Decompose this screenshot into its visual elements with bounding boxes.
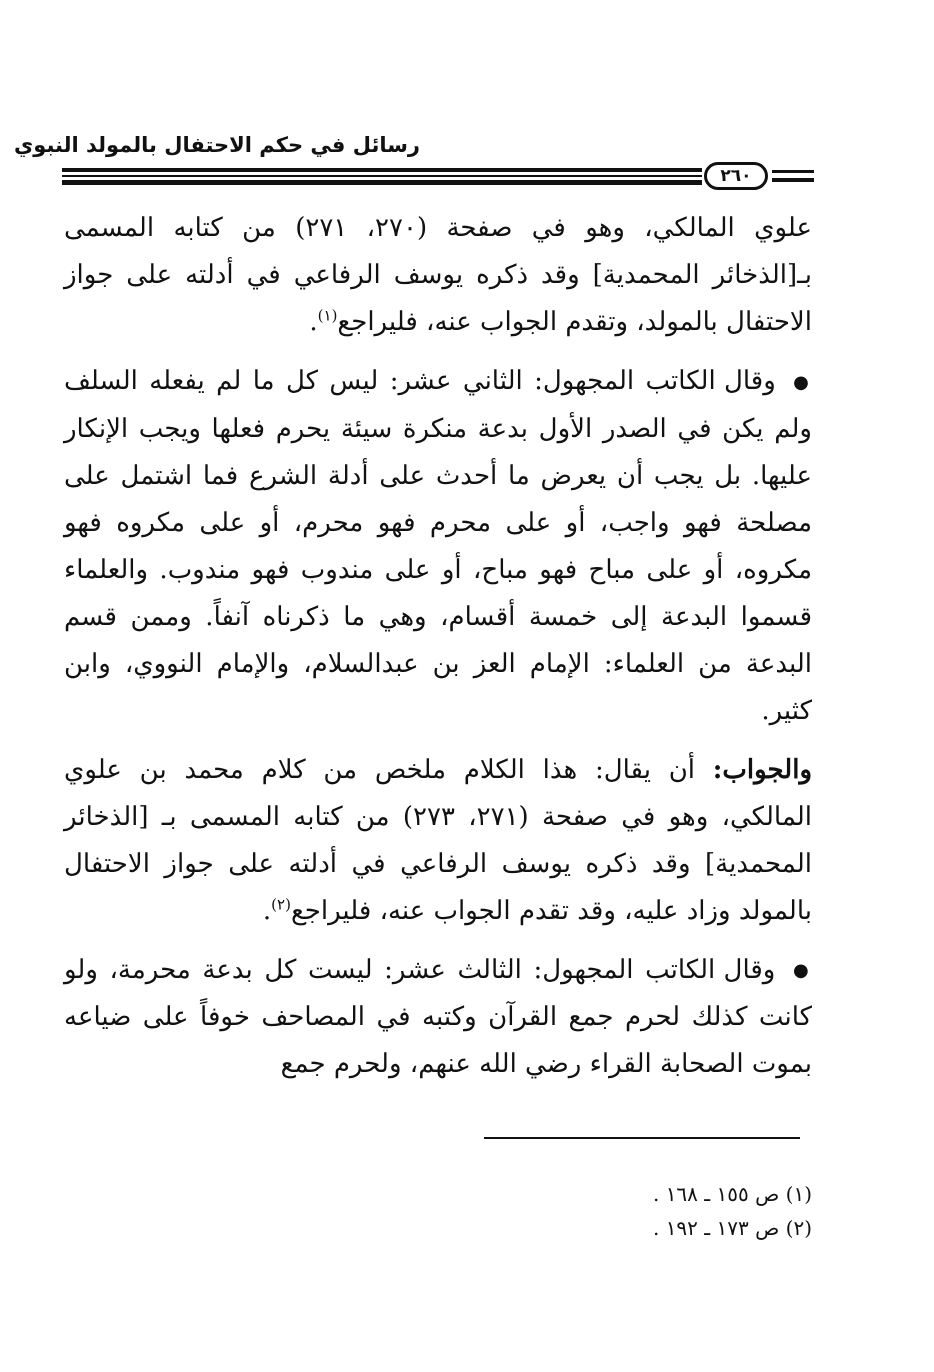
paragraph-text: وقال الكاتب المجهول: الثاني عشر: ليس كل ما لم يفعله السلف ولم يكن في الصدر الأول بدعة منكرة سيئة يحرم فعلها ويجب الإنكار عليها. بل يجب أن يعرض ما أحدث على أدلة الشرع فما اشتمل على مصلحة فهو واجب، أو على محرم فهو محرم، أو على مكروه فهو مكروه، أو على مباح فهو مباح، أو على مندوب فهو مندوب. والعلماء قسموا البدعة إلى خمسة أقسام، وهي ما ذكرناه آنفاً. وممن قسم البدعة من العلماء: الإمام العز بن عبدالسلام، والإمام النووي، وابن كثير. bbox=[64, 366, 812, 726]
bullet-icon: ● bbox=[793, 371, 812, 393]
header-rule bbox=[772, 178, 814, 182]
running-title: رسائل في حكم الاحتفال بالمولد النبوي bbox=[14, 133, 420, 157]
paragraph bbox=[64, 205, 812, 346]
body-text bbox=[64, 205, 812, 1100]
footnote-reference: (١) bbox=[317, 306, 338, 325]
answer-lead: والجواب: bbox=[712, 754, 812, 785]
footnote-separator bbox=[484, 1137, 800, 1139]
header-rule bbox=[62, 180, 702, 185]
paragraph-text: وقال الكاتب المجهول: الثالث عشر: ليست كل بدعة محرمة، ولو كانت كذلك لحرم جمع القرآن وكتبه في المصاحف خوفاً على ضياعه بموت الصحابة القراء رضي الله عنهم، ولحرم جمع bbox=[64, 954, 812, 1079]
header-rule bbox=[62, 168, 702, 172]
page-number: ٢٦٠ bbox=[704, 162, 768, 190]
paragraph bbox=[64, 747, 812, 935]
paragraph bbox=[64, 947, 812, 1089]
bullet-icon: ● bbox=[792, 960, 813, 981]
footnote: (٢) ص ١٧٣ ـ ١٩٢ . bbox=[652, 1216, 812, 1240]
header-rule bbox=[62, 175, 702, 177]
paragraph-text: أن يقال: هذا الكلام ملخص من كلام محمد بن علوي المالكي، وهو في صفحة (٢٧١، ٢٧٣) من كتابه المسمى بـ [الذخائر المحمدية] وقد ذكره يوسف الرفاعي في أدلته على جواز الاحتفال بالمولد وزاد عليه، وقد تقدم الجواب عنه، فليراجع bbox=[64, 754, 813, 926]
footnotes bbox=[440, 1177, 812, 1245]
footnote: (١) ص ١٥٥ ـ ١٦٨ . bbox=[652, 1182, 812, 1206]
header-rule bbox=[772, 170, 814, 173]
footnote-reference: (٢) bbox=[271, 894, 291, 913]
paragraph-end: . bbox=[262, 895, 272, 926]
paragraph bbox=[64, 358, 812, 735]
paragraph-end: . bbox=[309, 307, 318, 337]
paragraph-text: علوي المالكي، وهو في صفحة (٢٧٠، ٢٧١) من كتابه المسمى بـ[الذخائر المحمدية] وقد ذكره يوسف الرفاعي في أدلته على جواز الاحتفال بالمولد، وتقدم الجواب عنه، فليراجع bbox=[64, 213, 813, 337]
